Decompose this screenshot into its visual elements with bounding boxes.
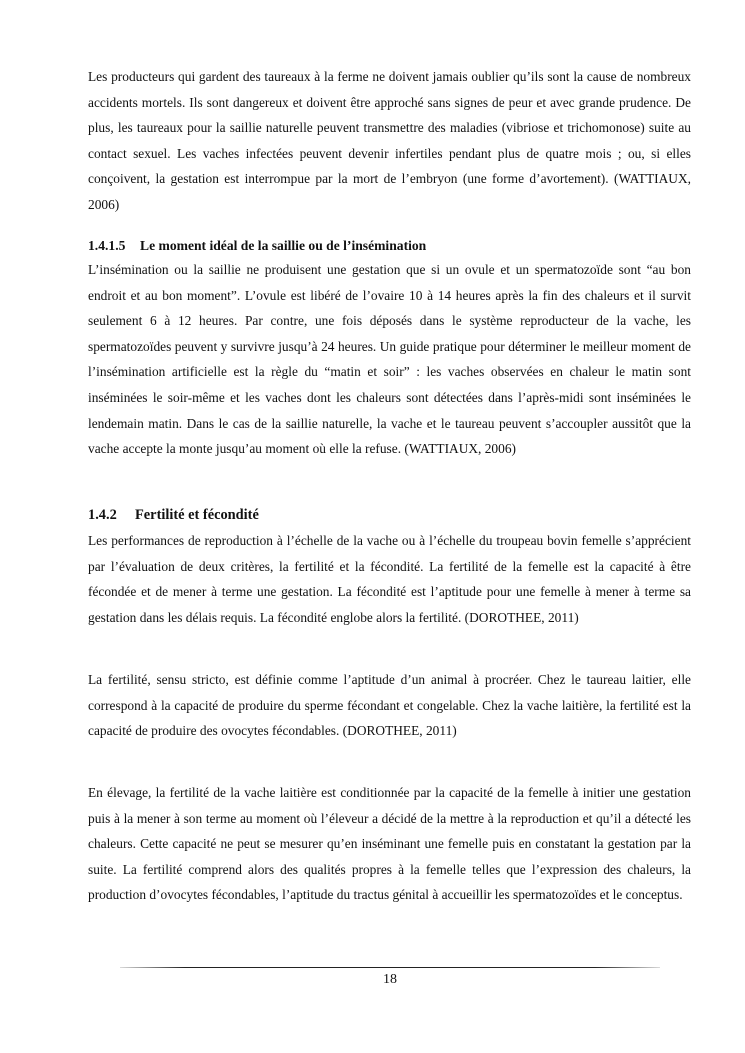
paragraph-bull-safety: Les producteurs qui gardent des taureaux à la ferme ne doivent jamais oublier qu’ils sont la cause de nombreux accidents mortels. Ils sont dangereux et doivent être approché sans signes de peur et avec grande prudence. De plus, les taureaux pour la saillie naturelle peuvent transmettre des maladies (vibriose et trichomonose) suite au contact sexuel. Les vaches infectées peuvent devenir infertiles pendant plus de quatre mois ; ou, si elles conçoivent, la gestation est interrompue par la mort de l’embryon (une forme d’avortement). (WATTIAUX, 2006) bbox=[88, 69, 691, 212]
paragraph-fertility-breeding: En élevage, la fertilité de la vache laitière est conditionnée par la capacité de la femelle à initier une gestation puis à la mener à son terme au moment où l’éleveur a décidé de la mettre à la reproduction et qu’il a détecté les chaleurs. Cette capacité ne peut se mesurer qu’en inséminant une femelle puis en constatant la gestation par la suite. La fertilité comprend alors des qualités propres à la femelle telles que l’expression des chaleurs, la production d’ovocytes fécondables, l’aptitude du tractus génital à accueillir les spermatozoïdes et le conceptus. bbox=[88, 785, 691, 903]
footer-divider bbox=[120, 967, 660, 968]
section-title: Fertilité et fécondité bbox=[135, 507, 259, 523]
section-heading-1-4-2 bbox=[88, 504, 259, 526]
paragraph-insemination-timing: L’insémination ou la saillie ne produisent une gestation que si un ovule et un spermatozoïde sont “au bon endroit et au bon moment”. L’ovule est libéré de l’ovaire 10 à 14 heures après la fin des chaleurs et il survit seulement 6 à 12 heures. Par contre, une fois déposés dans le système reproducteur de la vache, les spermatozoïdes peuvent y survivre jusqu’à 24 heures. Un guide pratique pour déterminer le meilleur moment de l’insémination artificielle est la règle du “matin et soir” : les vaches observées en chaleur le matin sont inséminées le soir-même et les vaches dont les chaleurs sont détectées dans l’après-midi sont inséminées le lendemain matin. Dans le cas de la saillie naturelle, la vache et le taureau peuvent s’accoupler aussitôt que la vache accepte la monte jusqu’au moment où elle la refuse. (WATTIAUX, 2006) bbox=[88, 262, 691, 457]
section-number: 1.4.2 bbox=[88, 507, 117, 523]
paragraph-reproduction-performance: Les performances de reproduction à l’échelle de la vache ou à l’échelle du troupeau bovin femelle s’apprécient par l’évaluation de deux critères, la fertilité et la fécondité. La fertilité de la femelle est la capacité à être fécondée et de mener à terme une gestation. La fécondité est l’aptitude pour une femelle à mener à terme sa gestation dans les délais requis. La fécondité englobe alors la fertilité. (DOROTHEE, 2011) bbox=[88, 533, 691, 625]
page-number: 18 bbox=[383, 972, 397, 987]
paragraph-fertility-definition: La fertilité, sensu stricto, est définie comme l’aptitude d’un animal à procréer. Chez le taureau laitier, elle correspond à la capacité de produire du sperme fécondant et congelable. Chez la vache laitière, la fertilité est la capacité de produire des ovocytes fécondables. (DOROTHEE, 2011) bbox=[88, 672, 691, 739]
section-heading-1-4-1-5 bbox=[88, 236, 426, 256]
section-title: Le moment idéal de la saillie ou de l’insémination bbox=[140, 238, 427, 253]
section-number: 1.4.1.5 bbox=[88, 238, 126, 253]
